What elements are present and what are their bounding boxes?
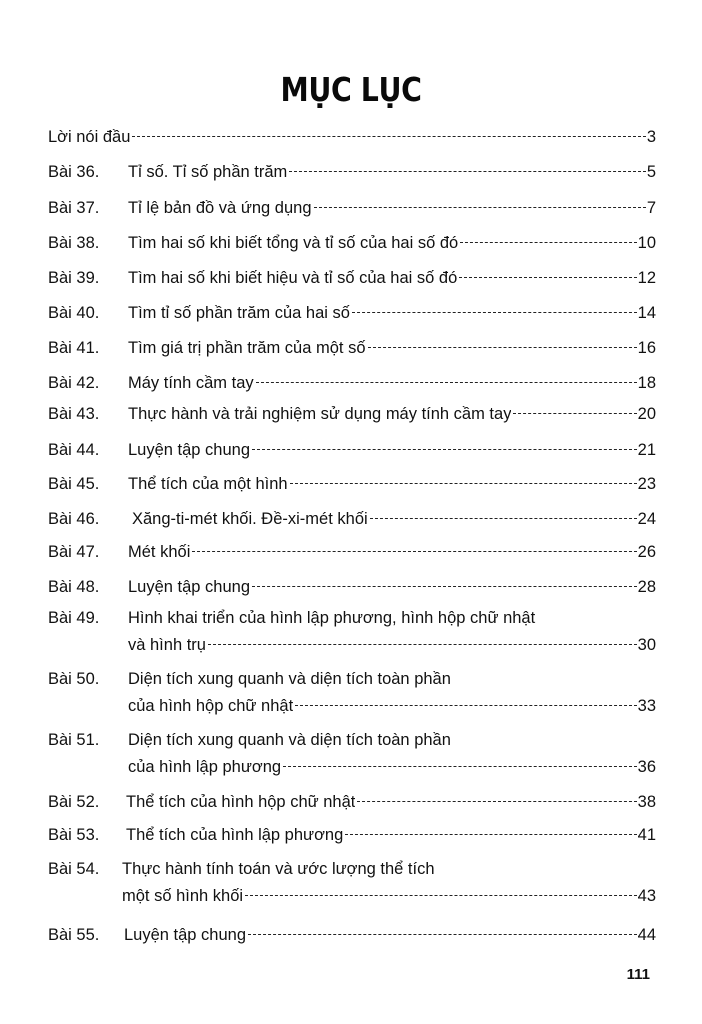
entry-leader-line xyxy=(128,472,656,496)
entry-title-line: Tìm hai số khi biết tổng và tỉ số của hai số đó xyxy=(128,234,459,252)
entry-title-line: Xăng-ti-mét khối. Đề-xi-mét khối xyxy=(132,510,368,528)
entry-leader-line xyxy=(126,790,656,814)
entry-title-line: Máy tính cầm tay xyxy=(128,374,254,392)
entry-title-line: của hình hộp chữ nhật xyxy=(128,697,294,715)
entry-leader-line xyxy=(126,823,656,847)
entry-title-line: Diện tích xung quanh và diện tích toàn phần xyxy=(128,670,451,688)
dot-leader xyxy=(352,311,637,313)
entry-page-number: 16 xyxy=(637,339,656,357)
lesson-number: Bài 50. xyxy=(48,670,100,688)
entry-leader-line xyxy=(128,196,656,220)
entry-title-line: Mét khối xyxy=(128,543,191,561)
lesson-number: Bài 44. xyxy=(48,441,100,459)
entry-title-line: Lời nói đầu xyxy=(48,128,131,146)
entry-leader-line xyxy=(128,575,656,599)
entry-title-line: Tỉ số. Tỉ số phần trăm xyxy=(128,163,288,181)
entry-page-number: 44 xyxy=(637,926,656,944)
entry-leader-line xyxy=(124,923,656,947)
entry-page-number: 38 xyxy=(637,793,656,811)
entry-leader-line xyxy=(132,507,656,531)
lesson-number: Bài 37. xyxy=(48,199,100,217)
entry-leader-line xyxy=(128,438,656,462)
page-number: 111 xyxy=(626,966,650,983)
lesson-number: Bài 41. xyxy=(48,339,100,357)
entry-page-number: 41 xyxy=(637,826,656,844)
dot-leader xyxy=(208,643,637,645)
dot-leader xyxy=(290,482,637,484)
entry-title-line: Thực hành tính toán và ước lượng thể tích xyxy=(122,860,435,878)
entry-leader-line xyxy=(128,160,656,184)
entry-title-line: Thực hành và trải nghiệm sử dụng máy tính cầm tay xyxy=(128,405,512,423)
entry-page-number: 21 xyxy=(637,441,656,459)
entry-page-number: 36 xyxy=(637,758,656,776)
lesson-number: Bài 46. xyxy=(48,510,100,528)
entry-title-line: một số hình khối xyxy=(122,887,244,905)
lesson-number: Bài 39. xyxy=(48,269,100,287)
dot-leader xyxy=(368,346,637,348)
entry-page-number: 33 xyxy=(637,697,656,715)
entry-page-number: 24 xyxy=(637,510,656,528)
dot-leader xyxy=(295,704,636,706)
entry-title-line: Thể tích của hình lập phương xyxy=(126,826,344,844)
entry-leader-line xyxy=(128,633,656,657)
dot-leader xyxy=(252,448,637,450)
entry-title-line: Luyện tập chung xyxy=(124,926,247,944)
lesson-number: Bài 48. xyxy=(48,578,100,596)
entry-leader-line xyxy=(128,371,656,395)
entry-title-line: của hình lập phương xyxy=(128,758,282,776)
entry-page-number: 20 xyxy=(637,405,656,423)
entry-page-number: 12 xyxy=(637,269,656,287)
entry-title-line: Tìm giá trị phần trăm của một số xyxy=(128,339,366,357)
dot-leader xyxy=(289,170,646,172)
entry-page-number: 5 xyxy=(646,163,656,181)
entry-title-line: Tỉ lệ bản đồ và ứng dụng xyxy=(128,199,312,217)
entry-page-number: 30 xyxy=(637,636,656,654)
lesson-number: Bài 42. xyxy=(48,374,100,392)
dot-leader xyxy=(192,550,636,552)
dot-leader xyxy=(357,800,636,802)
dot-leader xyxy=(252,585,637,587)
entry-page-number: 28 xyxy=(637,578,656,596)
entry-page-number: 14 xyxy=(637,304,656,322)
dot-leader xyxy=(459,276,636,278)
entry-title-line: Luyện tập chung xyxy=(128,441,251,459)
entry-title-line: Tìm tỉ số phần trăm của hai số xyxy=(128,304,350,322)
lesson-number: Bài 49. xyxy=(48,609,100,627)
lesson-number: Bài 53. xyxy=(48,826,100,844)
lesson-number: Bài 43. xyxy=(48,405,100,423)
entry-leader-line xyxy=(128,540,656,564)
dot-leader xyxy=(256,381,637,383)
lesson-number: Bài 45. xyxy=(48,475,100,493)
dot-leader xyxy=(513,412,636,414)
entry-page-number: 3 xyxy=(646,128,656,146)
entry-title-line: Luyện tập chung xyxy=(128,578,251,596)
lesson-number: Bài 36. xyxy=(48,163,100,181)
entry-leader-line xyxy=(48,125,656,149)
entry-leader-line xyxy=(128,402,656,426)
page-title: MỤC LỤC xyxy=(280,70,422,109)
entry-leader-line xyxy=(128,231,656,255)
dot-leader xyxy=(460,241,636,243)
dot-leader xyxy=(283,765,637,767)
lesson-number: Bài 40. xyxy=(48,304,100,322)
entry-leader-line xyxy=(128,301,656,325)
dot-leader xyxy=(248,933,637,935)
entry-leader-line xyxy=(128,694,656,718)
dot-leader xyxy=(345,833,636,835)
entry-page-number: 26 xyxy=(637,543,656,561)
entry-title-line: và hình trụ xyxy=(128,636,206,654)
entry-title-line: Thể tích của hình hộp chữ nhật xyxy=(126,793,356,811)
lesson-number: Bài 51. xyxy=(48,731,100,749)
lesson-number: Bài 47. xyxy=(48,543,100,561)
entry-page-number: 10 xyxy=(637,234,656,252)
entry-page-number: 7 xyxy=(646,199,656,217)
lesson-number: Bài 55. xyxy=(48,926,100,944)
lesson-number: Bài 52. xyxy=(48,793,100,811)
entry-page-number: 43 xyxy=(637,887,656,905)
lesson-number: Bài 38. xyxy=(48,234,100,252)
entry-page-number: 18 xyxy=(637,374,656,392)
entry-title-line: Hình khai triển của hình lập phương, hình hộp chữ nhật xyxy=(128,609,536,627)
entry-title-line: Tìm hai số khi biết hiệu và tỉ số của hai số đó xyxy=(128,269,458,287)
dot-leader xyxy=(132,135,645,137)
dot-leader xyxy=(370,517,637,519)
entry-title-line: Thể tích của một hình xyxy=(128,475,288,493)
entry-leader-line xyxy=(128,266,656,290)
lesson-number: Bài 54. xyxy=(48,860,100,878)
entry-page-number: 23 xyxy=(637,475,656,493)
dot-leader xyxy=(245,894,637,896)
dot-leader xyxy=(314,206,646,208)
entry-leader-line xyxy=(122,884,656,908)
entry-leader-line xyxy=(128,755,656,779)
entry-title-line: Diện tích xung quanh và diện tích toàn phần xyxy=(128,731,451,749)
entry-leader-line xyxy=(128,336,656,360)
